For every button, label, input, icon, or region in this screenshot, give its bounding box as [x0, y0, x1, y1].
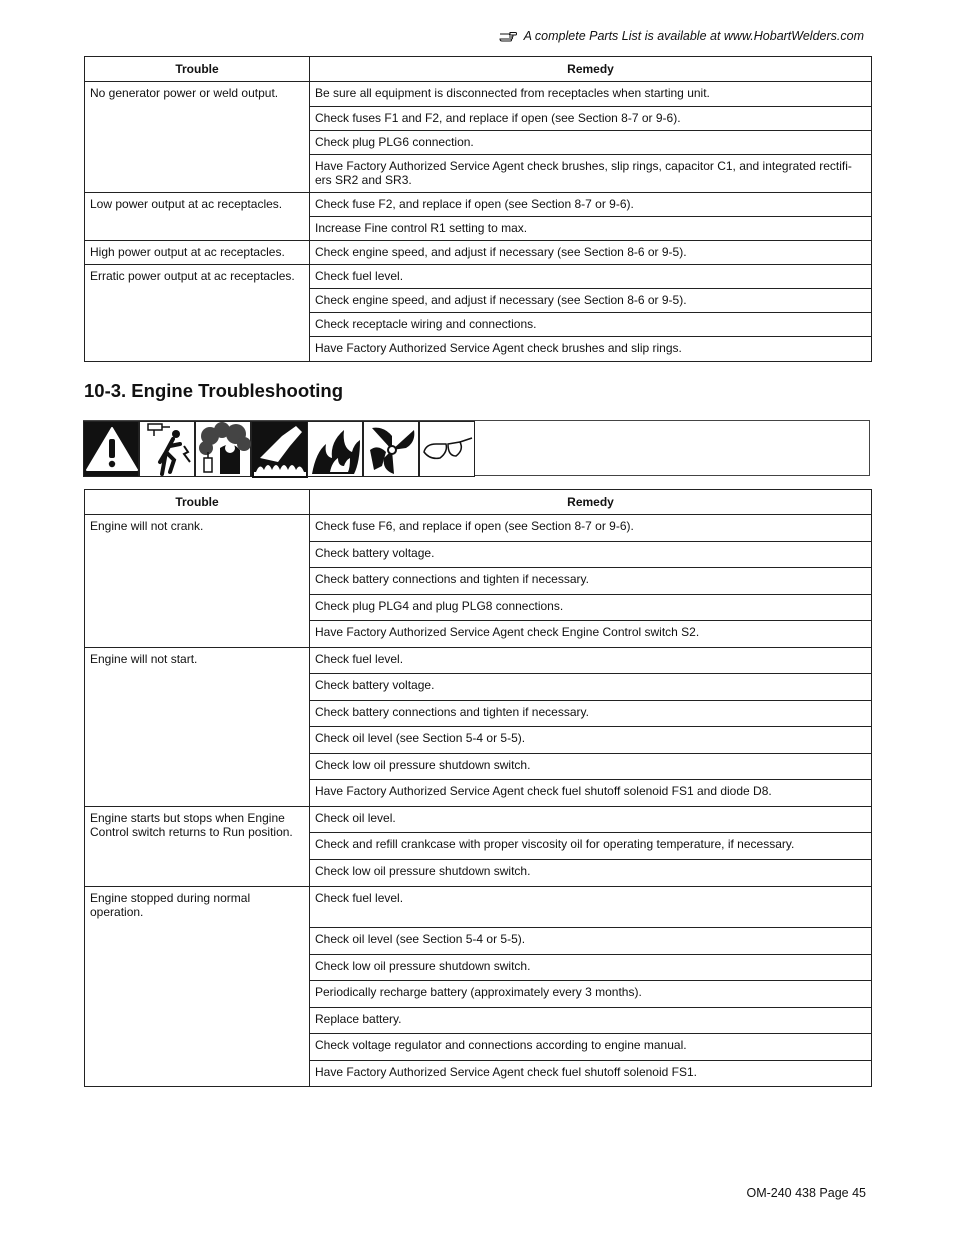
remedy-cell: Be sure all equipment is disconnected from receptacles when starting unit.: [310, 82, 872, 107]
section-title: 10-3. Engine Troubleshooting: [84, 380, 344, 401]
table-row: [85, 193, 872, 217]
table-row: [85, 648, 872, 674]
remedy-cell: Check plug PLG4 and plug PLG8 connections.: [310, 595, 872, 621]
remedy-cell: Have Factory Authorized Service Agent check brushes, slip rings, capacitor C1, and integrated rectifi- ers SR2 and SR3.: [310, 155, 872, 193]
remedy-cell: Check fuel level.: [310, 887, 872, 928]
remedy-cell: Check voltage regulator and connections according to engine manual.: [310, 1034, 872, 1061]
remedy-cell: Check fuse F6, and replace if open (see Section 8-7 or 9-6).: [310, 515, 872, 542]
remedy-cell: Check engine speed, and adjust if necessary (see Section 8-6 or 9-5).: [310, 289, 872, 313]
table-row: [85, 887, 872, 928]
remedy-cell: Increase Fine control R1 setting to max.: [310, 217, 872, 241]
remedy-cell: Have Factory Authorized Service Agent check fuel shutoff solenoid FS1.: [310, 1061, 872, 1087]
electric-shock-icon: [139, 421, 195, 477]
moving-parts-icon: [363, 421, 419, 477]
table-row: [85, 241, 872, 265]
engine-table-body: [85, 515, 872, 1087]
remedy-cell: Have Factory Authorized Service Agent check brushes and slip rings.: [310, 337, 872, 362]
remedy-cell: Check battery connections and tighten if necessary.: [310, 568, 872, 595]
fire-hazard-icon: [307, 421, 363, 477]
remedy-cell: Replace battery.: [310, 1008, 872, 1034]
remedy-cell: Check fuses F1 and F2, and replace if open (see Section 8-7 or 9-6).: [310, 107, 872, 131]
table-row: [85, 82, 872, 107]
remedy-cell: Check fuel level.: [310, 265, 872, 289]
trouble-cell: Engine will not crank.: [85, 515, 310, 648]
engine-troubleshooting-table: [84, 489, 872, 1087]
remedy-column-header: Remedy: [310, 490, 872, 515]
page-footer: OM-240 438 Page 45: [746, 1186, 866, 1200]
remedy-cell: Check plug PLG6 connection.: [310, 131, 872, 155]
trouble-cell: Engine stopped during normal operation.: [85, 887, 310, 1087]
remedy-cell: Check oil level (see Section 5-4 or 5-5).: [310, 727, 872, 754]
remedy-cell: Check receptacle wiring and connections.: [310, 313, 872, 337]
remedy-column-header: Remedy: [310, 57, 872, 82]
trouble-cell: Engine starts but stops when Engine Control switch returns to Run position.: [85, 807, 310, 887]
generator-troubleshooting-table: [84, 56, 872, 362]
trouble-cell: High power output at ac receptacles.: [85, 241, 310, 265]
remedy-cell: Have Factory Authorized Service Agent check Engine Control switch S2.: [310, 621, 872, 648]
trouble-cell: Low power output at ac receptacles.: [85, 193, 310, 241]
remedy-cell: Check battery connections and tighten if necessary.: [310, 701, 872, 727]
trouble-cell: Erratic power output at ac receptacles.: [85, 265, 310, 362]
remedy-cell: Periodically recharge battery (approximately every 3 months).: [310, 981, 872, 1008]
trouble-cell: No generator power or weld output.: [85, 82, 310, 193]
safety-icon-bar: [83, 420, 870, 476]
remedy-cell: Check low oil pressure shutdown switch.: [310, 860, 872, 887]
remedy-cell: Check oil level.: [310, 807, 872, 833]
remedy-cell: Have Factory Authorized Service Agent check fuel shutoff solenoid FS1 and diode D8.: [310, 780, 872, 807]
warning-triangle-icon: [83, 421, 139, 477]
table-row: [85, 265, 872, 289]
trouble-column-header: Trouble: [85, 57, 310, 82]
table-row: [85, 807, 872, 833]
remedy-cell: Check and refill crankcase with proper viscosity oil for operating temperature, if necessary.: [310, 833, 872, 860]
table-row: [85, 515, 872, 542]
parts-list-note-text: A complete Parts List is available at www.HobartWelders.com: [523, 29, 864, 43]
remedy-cell: Check battery voltage.: [310, 674, 872, 701]
trouble-cell: Engine will not start.: [85, 648, 310, 807]
remedy-cell: Check engine speed, and adjust if necessary (see Section 8-6 or 9-5).: [310, 241, 872, 265]
remedy-cell: Check low oil pressure shutdown switch.: [310, 955, 872, 981]
remedy-cell: Check low oil pressure shutdown switch.: [310, 754, 872, 780]
pointing-hand-icon: [499, 31, 517, 46]
parts-list-note: [499, 29, 864, 46]
remedy-cell: Check oil level (see Section 5-4 or 5-5).: [310, 928, 872, 955]
trouble-column-header: Trouble: [85, 490, 310, 515]
remedy-cell: Check fuse F2, and replace if open (see Section 8-7 or 9-6).: [310, 193, 872, 217]
remedy-cell: Check battery voltage.: [310, 542, 872, 568]
generator-table-body: [85, 82, 872, 362]
safety-glasses-icon: [419, 421, 475, 477]
exhaust-fumes-icon: [195, 421, 251, 477]
hot-parts-icon: [251, 421, 307, 477]
remedy-cell: Check fuel level.: [310, 648, 872, 674]
